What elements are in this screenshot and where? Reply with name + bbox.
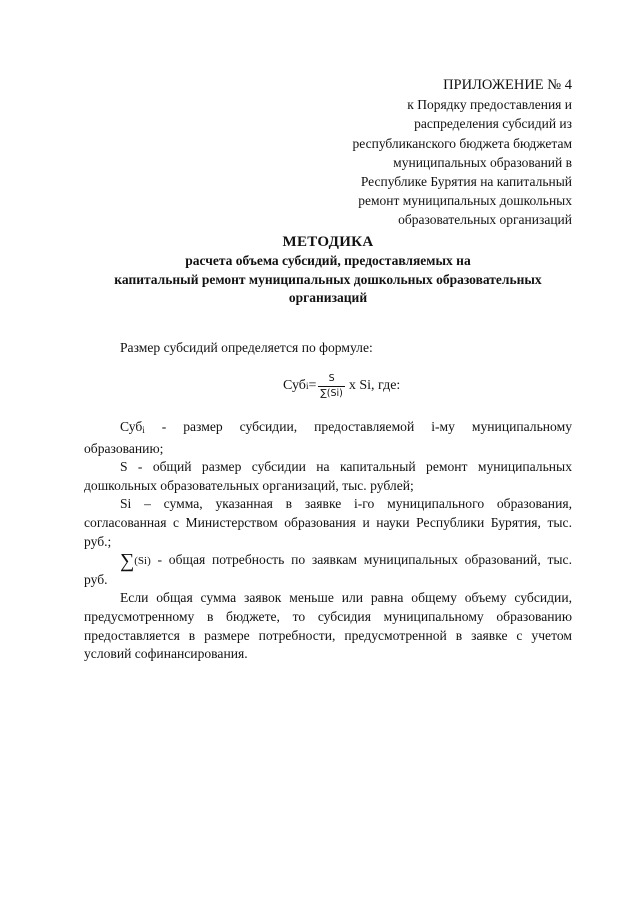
term-sub: Суб <box>120 419 143 434</box>
appendix-header <box>272 76 572 230</box>
document-heading <box>68 232 588 308</box>
fraction-bar <box>318 386 344 387</box>
formula-lhs: Суб <box>283 378 306 393</box>
appendix-title: ПРИЛОЖЕНИЕ № 4 <box>443 77 572 93</box>
appendix-line: образовательных организаций <box>398 212 572 228</box>
formula-lhs-subscript: i <box>305 381 309 391</box>
definition-text: - общая потребность по заявкам муниципальных образований, тыс. руб. <box>84 552 572 587</box>
appendix-line: к Порядку предоставления и <box>407 97 572 113</box>
condition-paragraph: Если общая сумма заявок меньше или равна общему объему субсидии, предусмотренному в бюджете, то субсидия муниципальному образованию предоставляется в размере потребности, предусмотренной в заявке с учетом условий софинансирования. <box>84 590 572 662</box>
formula-fraction <box>318 373 344 400</box>
document-subtitle-line: капитальный ремонт муниципальных дошкольных образовательных <box>114 271 542 287</box>
appendix-line: Республике Бурятия на капитальный <box>360 174 572 190</box>
formula-denominator: ∑(Si) <box>320 387 343 399</box>
subsidy-formula <box>283 368 400 404</box>
document-subtitle-line: расчета объема субсидий, предоставляемых на <box>185 253 471 268</box>
document-subtitle-line: организаций <box>288 290 368 306</box>
definition-paragraph <box>84 551 572 589</box>
formula-equals: = <box>308 378 317 393</box>
term-sub-subscript: i <box>142 425 145 435</box>
definitions-block <box>84 418 572 664</box>
formula-rhs: x Si, где: <box>348 378 401 393</box>
definition-paragraph: Si – сумма, указанная в заявке i-го муниципального образования, согласованная с Министерством образования и науки Республики Бурятия, тыс. руб.; <box>84 496 572 549</box>
document-title: МЕТОДИКА <box>282 234 374 250</box>
appendix-line: республиканского бюджета бюджетам <box>352 135 572 151</box>
intro-text: Размер субсидий определяется по формуле: <box>120 340 373 355</box>
definition-paragraph: S - общий размер субсидии на капитальный ремонт муниципальных дошкольных образовательных организаций, тыс. рублей; <box>84 459 572 493</box>
intro-paragraph <box>84 339 572 358</box>
sigma-symbol: ∑ <box>120 550 135 573</box>
definition-text: - размер субсидии, предоставляемой i-му муниципальному образованию; <box>84 419 572 456</box>
formula-numerator: S <box>328 372 335 384</box>
appendix-line: распределения субсидий из <box>414 116 572 132</box>
definition-paragraph <box>84 418 572 458</box>
appendix-line: муниципальных образований в <box>393 154 572 170</box>
sigma-argument: (Si) <box>134 555 151 568</box>
appendix-line: ремонт муниципальных дошкольных <box>358 193 572 209</box>
